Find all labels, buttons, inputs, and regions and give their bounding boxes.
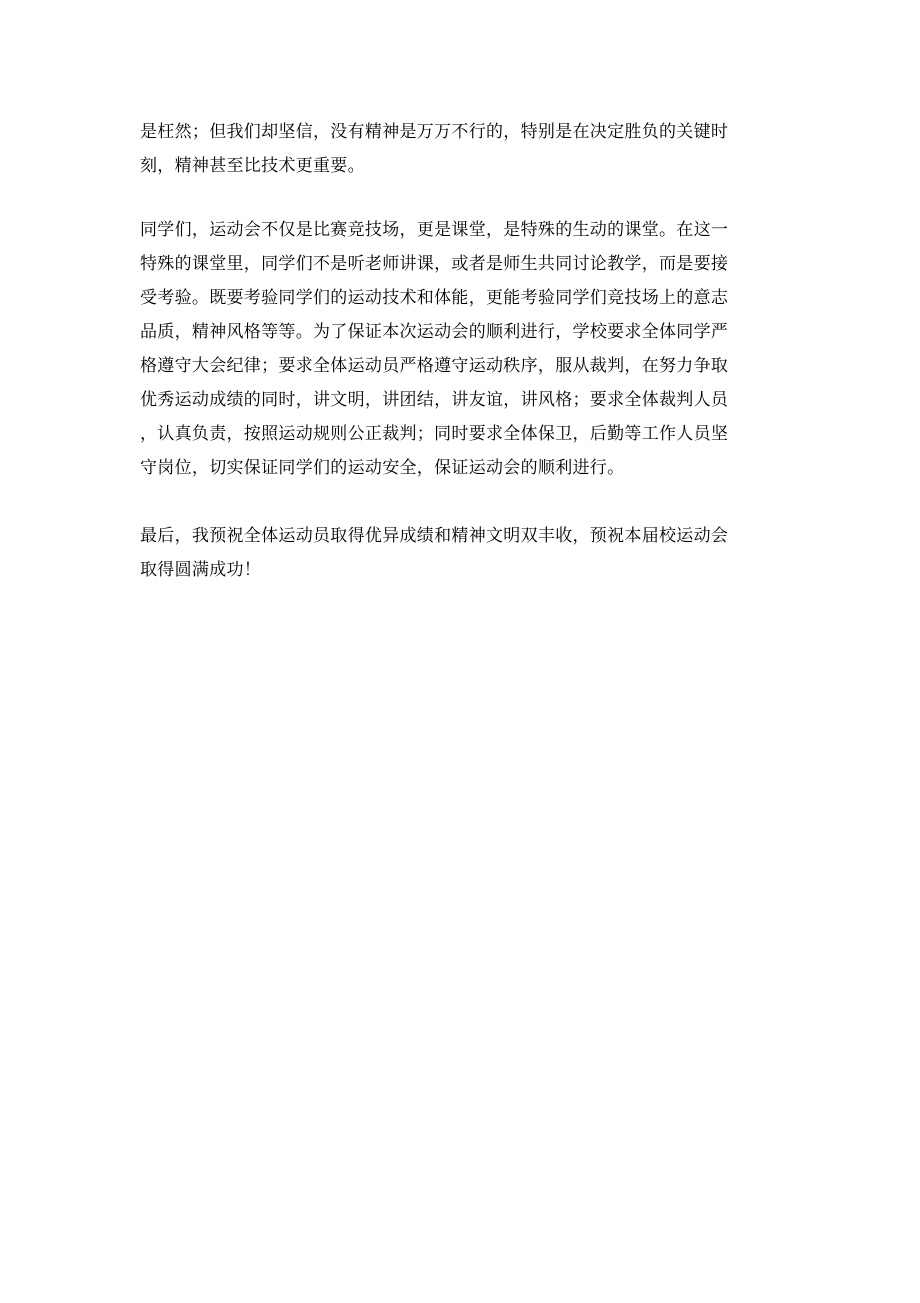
text-line: 是枉然；但我们却坚信，没有精神是万万不行的，特别是在决定胜负的关键时 — [140, 122, 729, 142]
text-line: ，认真负责，按照运动规则公正裁判；同时要求全体保卫，后勤等工作人员坚 — [140, 424, 729, 444]
text-line: 品质，精神风格等等。为了保证本次运动会的顺利进行，学校要求全体同学严 — [140, 322, 729, 342]
paragraph-2 — [140, 213, 740, 485]
paragraph-3 — [140, 519, 740, 587]
text-line: 刻，精神甚至比技术更重要。 — [140, 156, 365, 176]
text-line: 优秀运动成绩的同时，讲文明，讲团结，讲友谊，讲风格；要求全体裁判人员 — [140, 390, 729, 410]
text-line: 特殊的课堂里，同学们不是听老师讲课，或者是师生共同讨论教学，而是要接 — [140, 254, 729, 274]
text-line: 取得圆满成功！ — [140, 560, 262, 580]
paragraph-1 — [140, 115, 740, 183]
text-line: 最后，我预祝全体运动员取得优异成绩和精神文明双丰收，预祝本届校运动会 — [140, 526, 729, 546]
text-line: 受考验。既要考验同学们的运动技术和体能，更能考验同学们竞技场上的意志 — [140, 288, 729, 308]
text-line: 格遵守大会纪律；要求全体运动员严格遵守运动秩序，服从裁判，在努力争取 — [140, 356, 729, 376]
text-line: 守岗位，切实保证同学们的运动安全，保证运动会的顺利进行。 — [140, 458, 625, 478]
text-line: 同学们，运动会不仅是比赛竞技场，更是课堂，是特殊的生动的课堂。在这一 — [140, 220, 729, 240]
